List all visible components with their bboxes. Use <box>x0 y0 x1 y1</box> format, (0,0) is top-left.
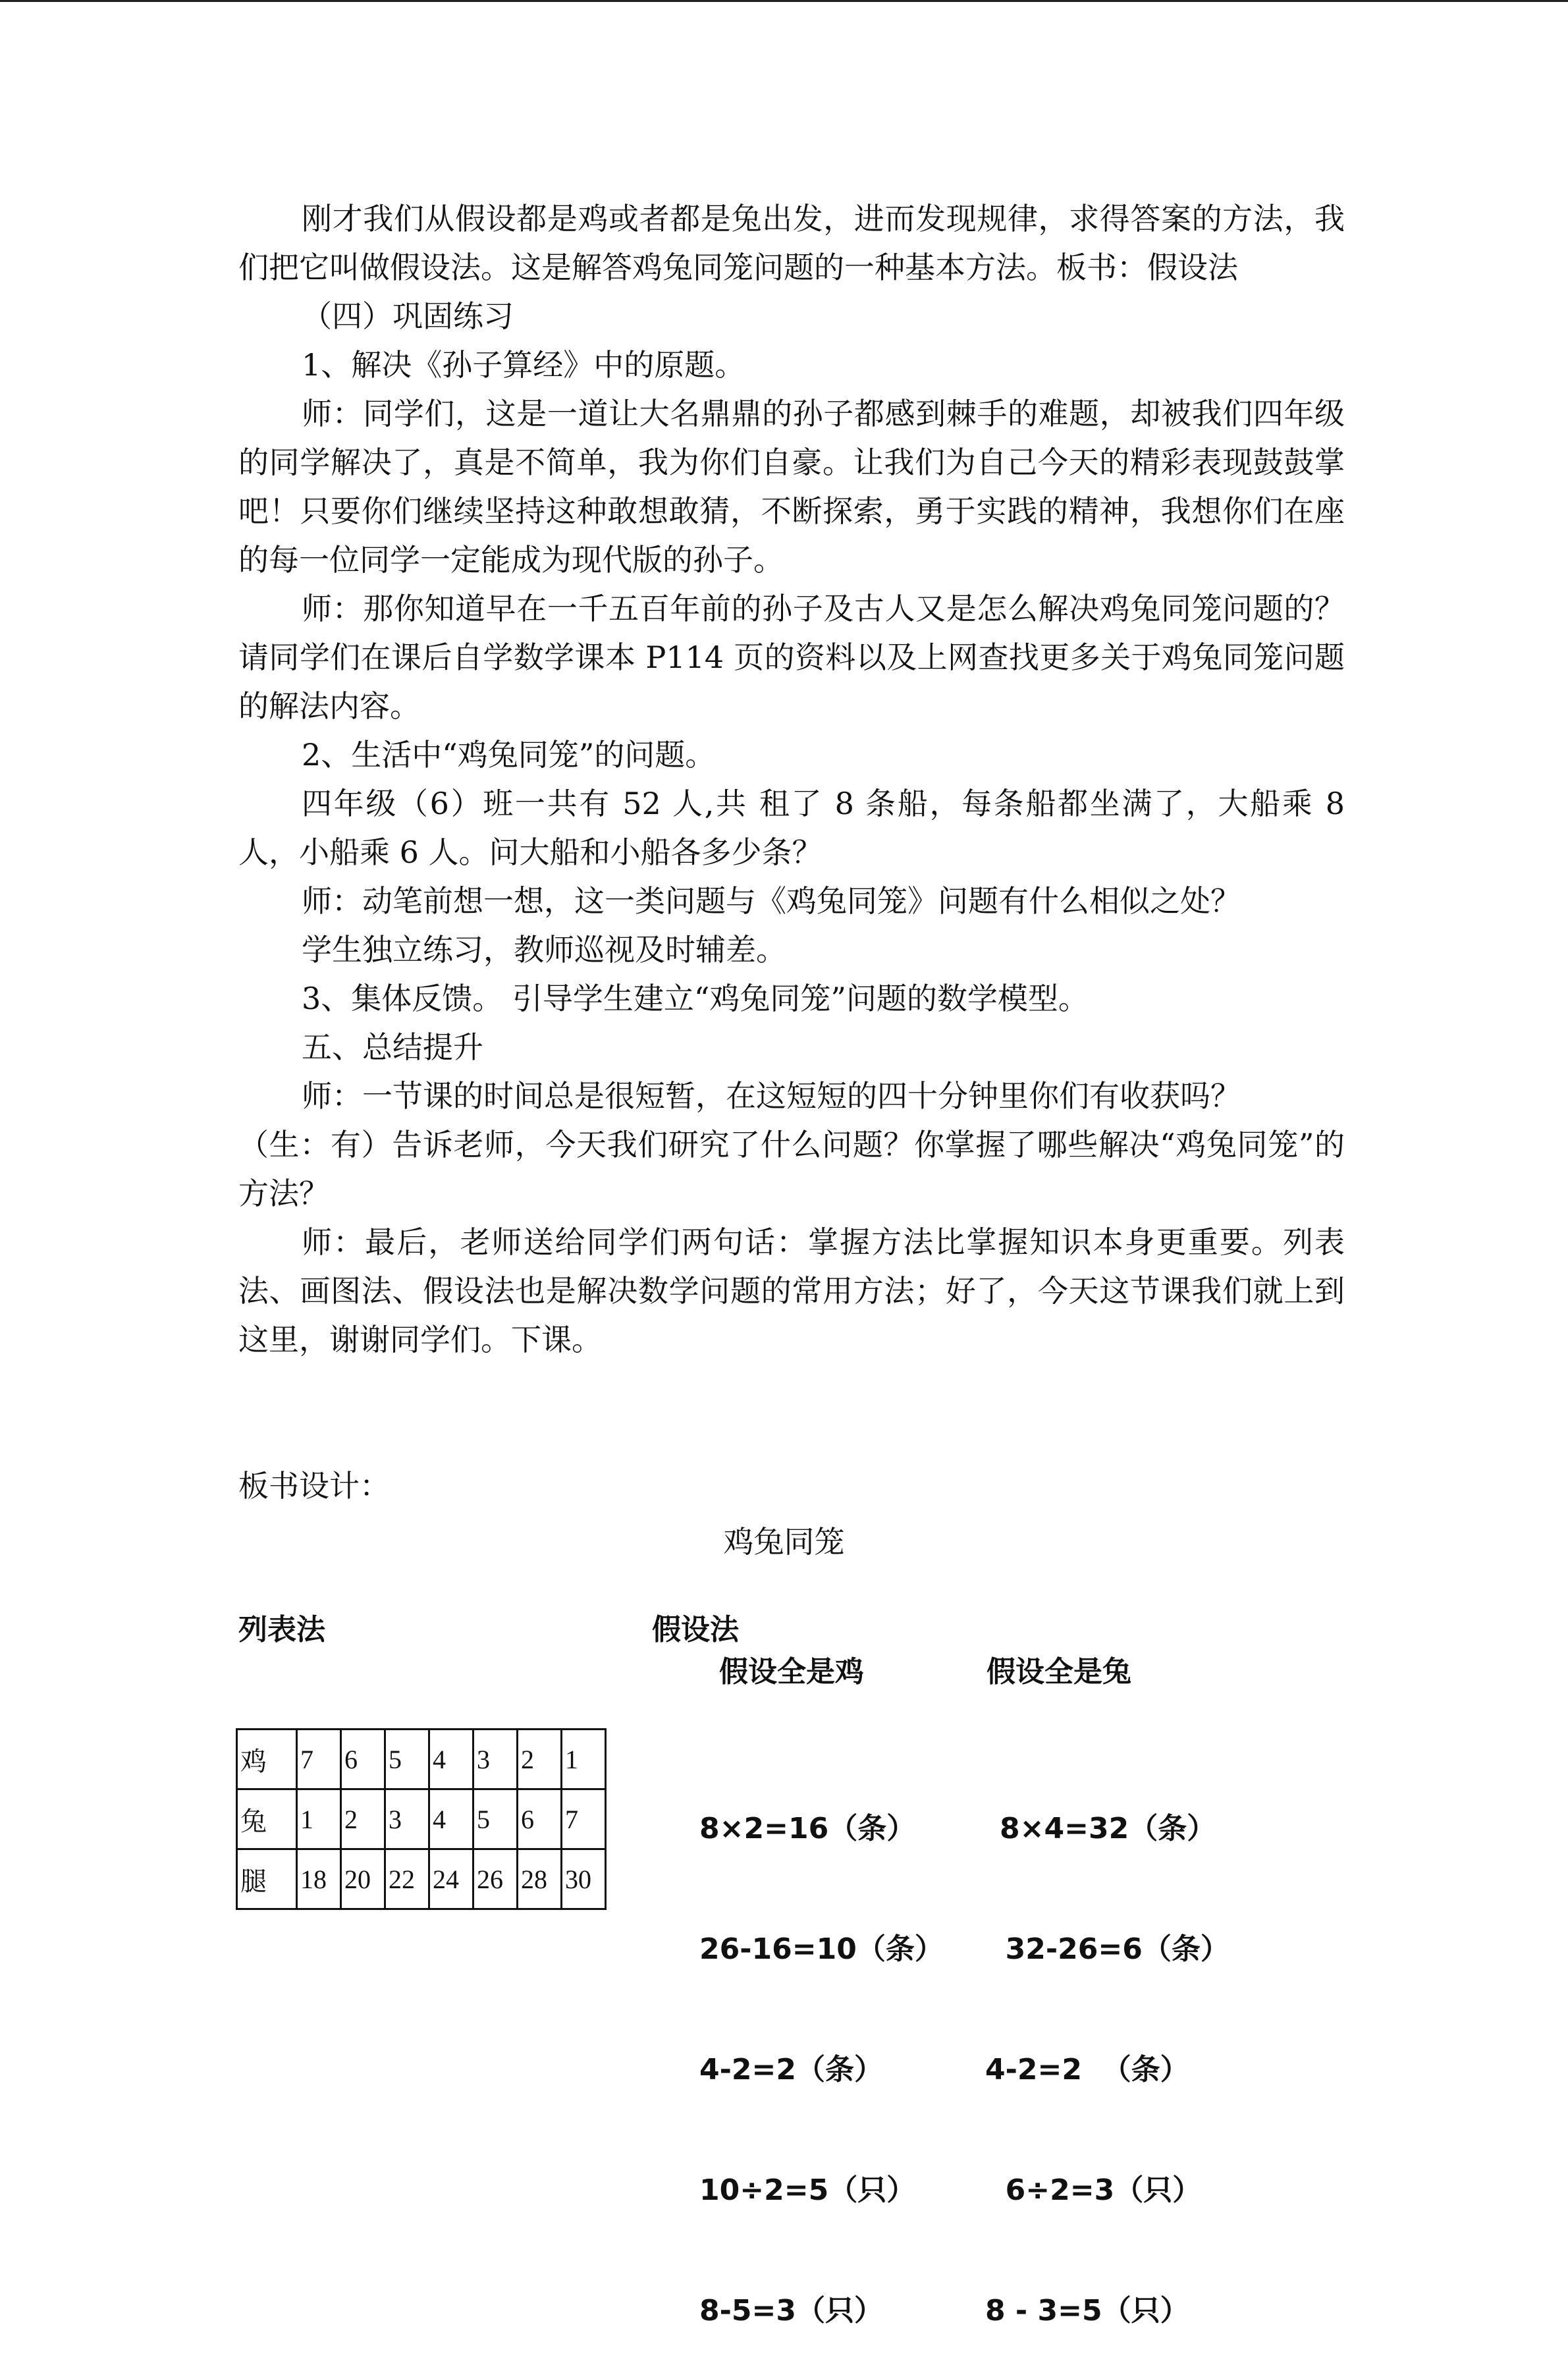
table-cell: 30 <box>562 1849 606 1909</box>
calc-step: 8×4=32（条） <box>1000 1812 1216 1845</box>
section-heading: （四）巩固练习 <box>302 298 514 334</box>
table-cell: 3 <box>473 1730 518 1789</box>
top-border-line <box>0 0 1568 2</box>
paragraph: 2、生活中“鸡兔同笼”的问题。 <box>302 737 716 773</box>
table-cell: 6 <box>341 1730 385 1789</box>
calc-step: 8×2=16（条） <box>699 1812 916 1845</box>
table-cell: 7 <box>297 1730 341 1789</box>
board-title: 鸡兔同笼 <box>723 1524 845 1560</box>
table-cell: 2 <box>518 1730 562 1789</box>
calc-step: 4-2=2 （条） <box>985 2053 1189 2086</box>
table-cell: 26 <box>473 1849 518 1909</box>
list-method-label: 列表法 <box>238 1613 325 1647</box>
assume-method-label: 假设法 <box>652 1613 739 1647</box>
paragraph: 师：最后，老师送给同学们两句话：掌握方法比掌握知识本身更重要。列表法、画图法、假设法也是解决数学问题的常用方法；好了，今天这节课我们就上到这里，谢谢同学们。下课。 <box>238 1224 1345 1357</box>
table-cell: 4 <box>429 1789 473 1849</box>
paragraph: （生：有）告诉老师，今天我们研究了什么问题？你掌握了哪些解决“鸡兔同笼”的方法？ <box>238 1127 1345 1211</box>
calc-step: 8-5=3（只） <box>699 2294 883 2328</box>
table-cell: 1 <box>297 1789 341 1849</box>
paragraph: 师：一节课的时间总是很短暂，在这短短的四十分钟里你们有收获吗？ <box>302 1078 1241 1114</box>
calc-step: 4-2=2（条） <box>699 2053 883 2086</box>
table-cell: 22 <box>385 1849 429 1909</box>
table-row <box>237 1849 606 1909</box>
assume-chicken-label: 假设全是鸡 <box>719 1655 864 1689</box>
table-cell: 3 <box>385 1789 429 1849</box>
table-cell: 2 <box>341 1789 385 1849</box>
table-cell: 5 <box>473 1789 518 1849</box>
table-cell: 28 <box>518 1849 562 1909</box>
table-cell: 1 <box>562 1730 606 1789</box>
table-cell: 18 <box>297 1849 341 1909</box>
rabbit-calculation <box>985 1728 1230 2371</box>
table-cell: 24 <box>429 1849 473 1909</box>
calc-step: 26-16=10（条） <box>699 1932 944 1966</box>
paragraph: 刚才我们从假设都是鸡或者都是兔出发，进而发现规律，求得答案的方法，我们把它叫做假设法。这是解答鸡兔同笼问题的一种基本方法。板书：假设法 <box>238 201 1345 285</box>
calc-step: 10÷2=5（只） <box>699 2173 916 2207</box>
table-row <box>237 1730 606 1789</box>
paragraph: 1、解决《孙子算经》中的原题。 <box>302 347 745 383</box>
chicken-calculation <box>699 1728 944 2371</box>
paragraph: 四年级（6）班一共有 52 人,共 租了 8 条船，每条船都坐满了，大船乘 8 人，小船乘 6 人。问大船和小船各多少条？ <box>238 786 1345 870</box>
table-cell: 20 <box>341 1849 385 1909</box>
document-body <box>238 194 1345 1510</box>
assume-rabbit-label: 假设全是兔 <box>987 1655 1131 1689</box>
calc-step: 32-26=6（条） <box>985 1932 1230 1966</box>
table-cell: 4 <box>429 1730 473 1789</box>
row-header: 兔 <box>237 1789 297 1849</box>
paragraph: 3、集体反馈。 引导学生建立“鸡兔同笼”问题的数学模型。 <box>302 981 1089 1016</box>
table-cell: 7 <box>562 1789 606 1849</box>
paragraph: 师：那你知道早在一千五百年前的孙子及古人又是怎么解决鸡兔同笼问题的？请同学们在课后自学数学课本 P114 页的资料以及上网查找更多关于鸡兔同笼问题的解法内容。 <box>238 591 1345 724</box>
table-cell: 5 <box>385 1730 429 1789</box>
row-header: 鸡 <box>237 1730 297 1789</box>
section-heading: 五、总结提升 <box>302 1029 483 1065</box>
calc-step: 8 - 3=5（只） <box>985 2294 1189 2328</box>
calc-step: 6÷2=3（只） <box>985 2173 1202 2207</box>
list-method-table <box>236 1728 607 1910</box>
paragraph: 学生独立练习，教师巡视及时辅差。 <box>302 932 786 967</box>
board-design-heading: 板书设计： <box>238 1468 390 1504</box>
table-cell: 6 <box>518 1789 562 1849</box>
paragraph: 师：动笔前想一想，这一类问题与《鸡兔同笼》问题有什么相似之处？ <box>302 883 1241 919</box>
paragraph: 师：同学们，这是一道让大名鼎鼎的孙子都感到棘手的难题，却被我们四年级的同学解决了，真是不简单，我为你们自豪。让我们为自己今天的精彩表现鼓鼓掌吧！只要你们继续坚持这种敢想敢猜，不断探索，勇于实践的精神，我想你们在座的每一位同学一定能成为现代版的孙子。 <box>238 396 1345 578</box>
table-row <box>237 1789 606 1849</box>
row-header: 腿 <box>237 1849 297 1909</box>
